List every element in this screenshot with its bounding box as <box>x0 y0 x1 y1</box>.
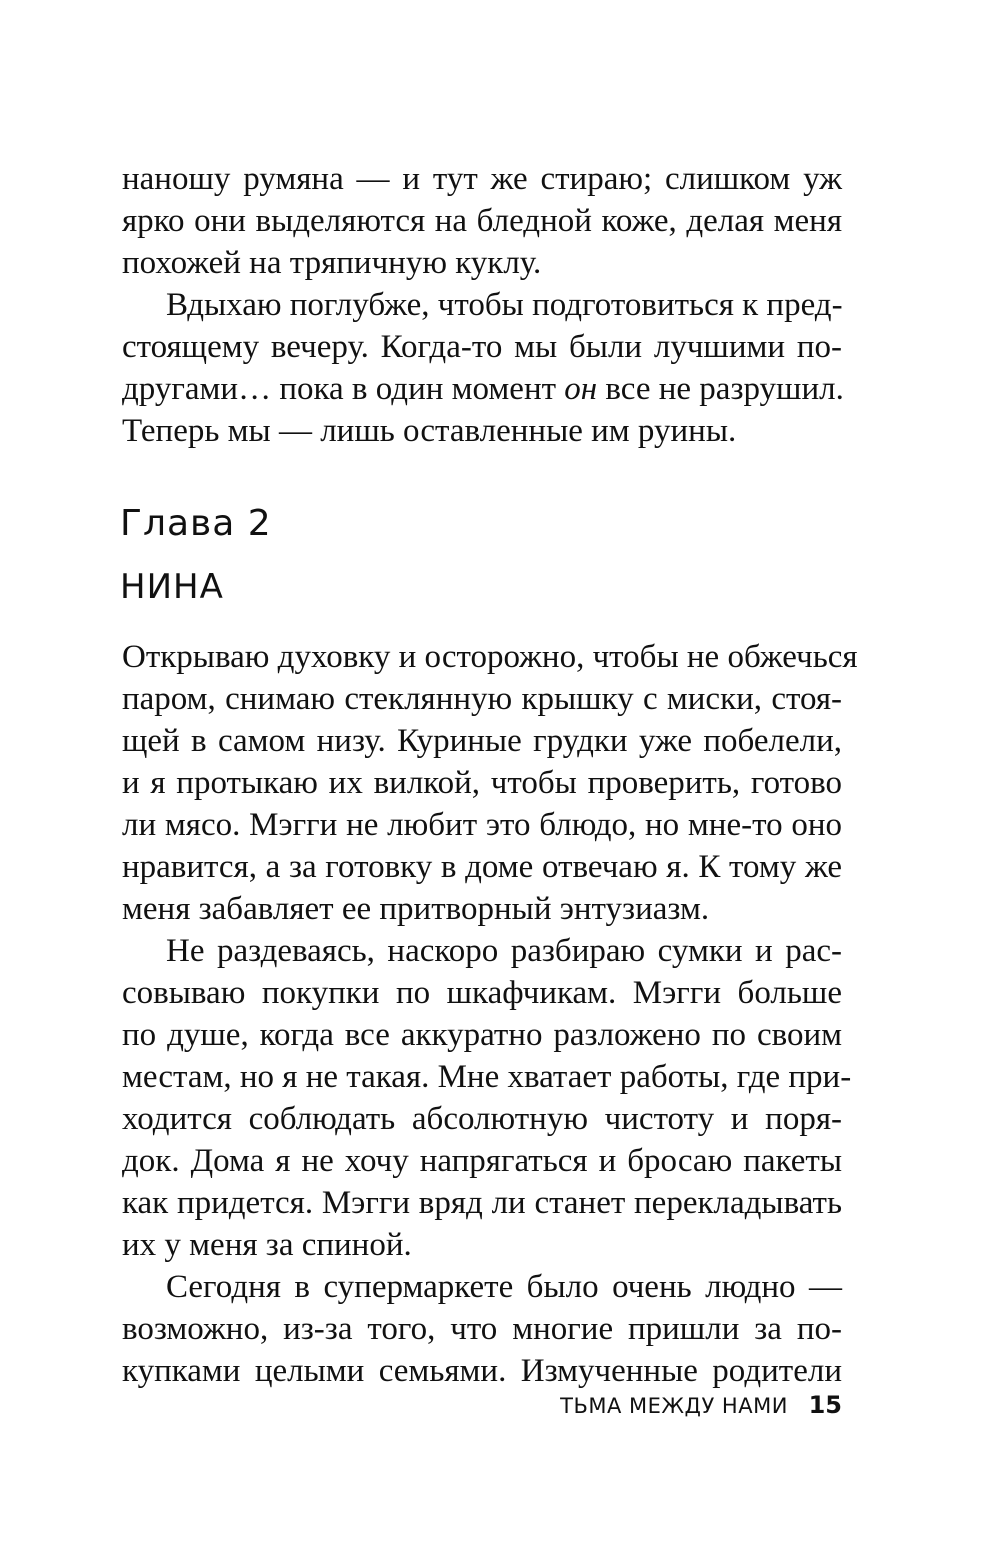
text-line: их у меня за спиной. <box>122 1227 412 1263</box>
text-line: наношу румяна — и тут же стираю; слишком уж <box>122 161 842 197</box>
text-line: Теперь мы — лишь оставленные им руины. <box>122 413 737 449</box>
text-line: как придется. Мэгги вряд ли станет перекладывать <box>122 1185 842 1221</box>
text-line: стоящему вечеру. Когда-то мы были лучшими по- <box>122 329 842 365</box>
text-line: меня забавляет ее притворный энтузиазм. <box>122 891 710 927</box>
text-line: возможно, из-за того, что многие пришли за по- <box>122 1311 842 1347</box>
chapter-title: Глава 2 <box>120 503 272 544</box>
text-line: паром, снимаю стеклянную крышку с миски, стоя- <box>122 681 842 717</box>
text-line: ли мясо. Мэгги не любит это блюдо, но мне-то оно <box>122 807 842 843</box>
text-line: Вдыхаю поглубже, чтобы подготовиться к пред- <box>166 287 843 323</box>
emphasized-word: он <box>564 371 598 407</box>
running-book-title: ТЬМА МЕЖДУ НАМИ <box>560 1394 788 1418</box>
text-line: похожей на тряпичную куклу. <box>122 245 542 281</box>
text-line: нравится, а за готовку в доме отвечаю я. К тому же <box>122 849 842 885</box>
text-line: совываю покупки по шкафчикам. Мэгги больше <box>122 975 842 1011</box>
text-line: Не раздеваясь, наскоро разбираю сумки и рас- <box>166 933 842 969</box>
text-line: Открываю духовку и осторожно, чтобы не обжечься <box>122 639 858 675</box>
text-segment: другами… пока в один момент <box>122 371 565 407</box>
text-line: док. Дома я не хочу напрягаться и бросаю пакеты <box>122 1143 842 1179</box>
text-line: щей в самом низу. Куриные грудки уже побелели, <box>122 723 842 759</box>
text-line: ходится соблюдать абсолютную чистоту и поря- <box>122 1101 842 1137</box>
page-footer <box>560 1390 842 1421</box>
text-segment: все не разрушил. <box>597 371 844 407</box>
page-number: 15 <box>808 1391 842 1419</box>
text-line: купками целыми семьями. Измученные родители <box>122 1353 842 1389</box>
text-line: местам, но я не такая. Мне хватает работы, где при- <box>122 1059 852 1095</box>
text-line: Сегодня в супермаркете было очень людно — <box>166 1269 842 1305</box>
text-line: ярко они выделяются на бледной коже, делая меня <box>122 203 842 239</box>
text-line <box>122 368 842 410</box>
text-line: и я протыкаю их вилкой, чтобы проверить, готово <box>122 765 842 801</box>
text-line: по душе, когда все аккуратно разложено по своим <box>122 1017 842 1053</box>
chapter-character-name: НИНА <box>120 567 224 607</box>
